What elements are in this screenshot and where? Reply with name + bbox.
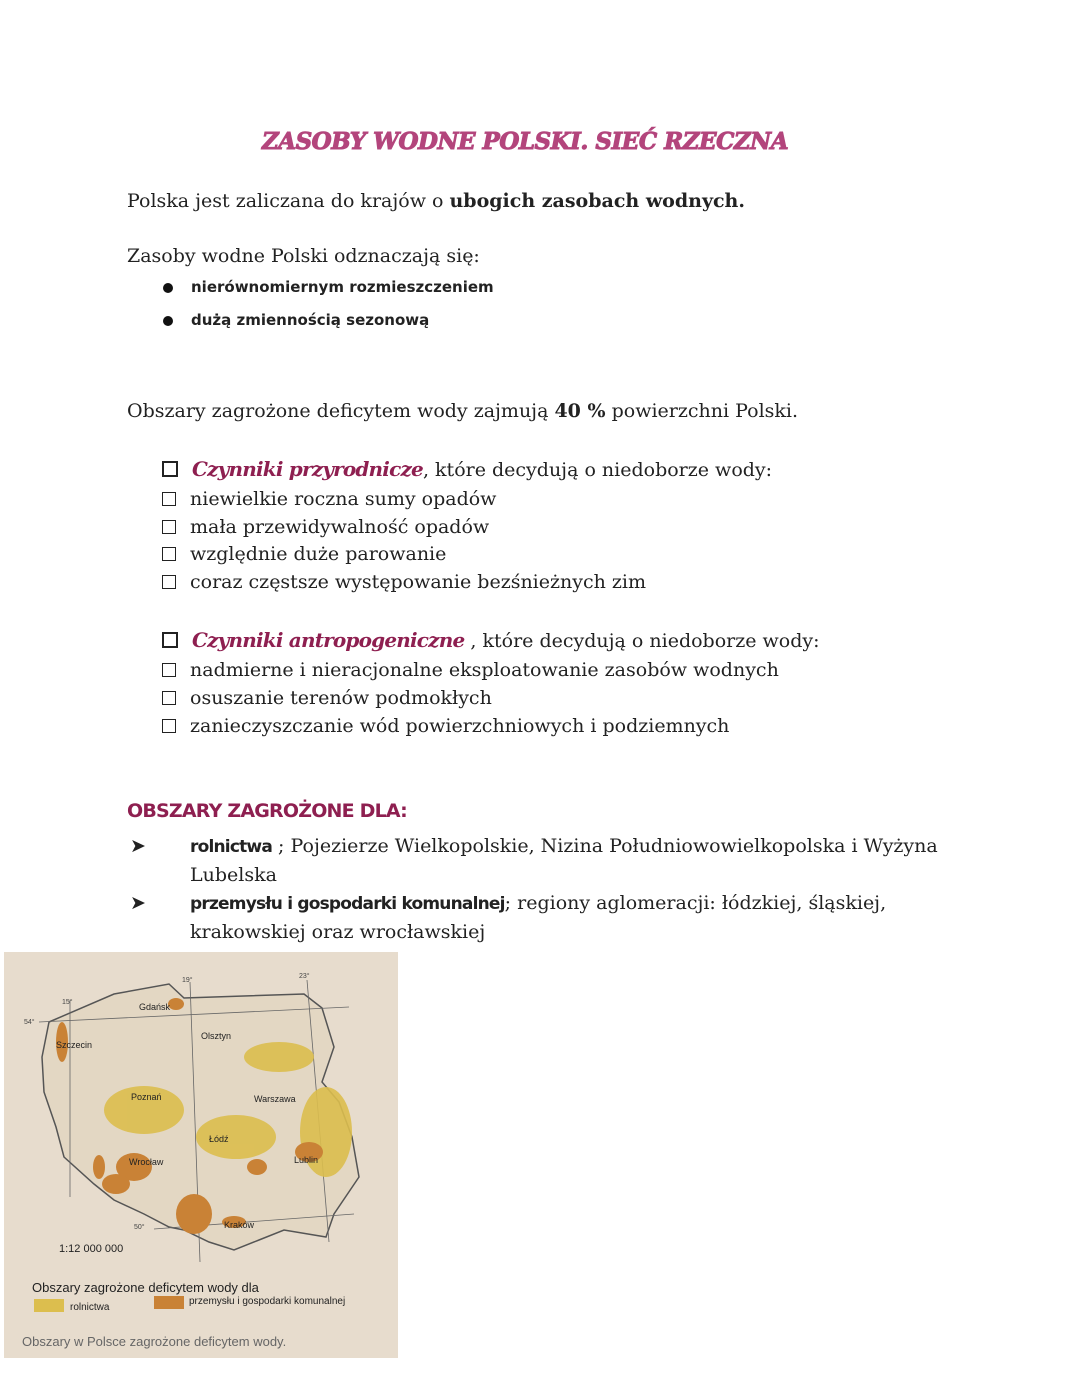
map-caption: Obszary w Polsce zagrożone deficytem wody. <box>22 1334 287 1349</box>
legend-label: rolnictwa <box>70 1302 110 1313</box>
grid-label: 54° <box>24 1019 35 1026</box>
city-label: Wrocław <box>129 1157 164 1167</box>
threat-item <box>130 832 990 889</box>
anthro-heading <box>162 628 820 653</box>
grid-label: 23° <box>299 973 310 980</box>
city-label: Poznań <box>131 1092 162 1102</box>
anthro-heading-label: Czynniki antropogeniczne <box>192 628 465 652</box>
legend-title: Obszary zagrożone deficytem wody dla <box>32 1280 259 1295</box>
list-item-text: nierównomiernym rozmieszczeniem <box>191 278 494 296</box>
list-item <box>162 487 496 511</box>
list-item-text: nadmierne i nieracjonalne eksploatowanie zasobów wodnych <box>190 659 779 681</box>
checkbox-icon <box>162 663 176 677</box>
bullet-icon <box>163 283 173 293</box>
list-item-text: względnie duże parowanie <box>190 543 447 565</box>
checkbox-icon <box>162 632 178 648</box>
threat-sep: ; <box>272 835 291 857</box>
list-item <box>162 542 446 566</box>
city-label: Szczecin <box>56 1040 93 1050</box>
threat-text: Pojezierze Wielkopolskie, Nizina Południowowielkopolska i Wyżyna Lubelska <box>190 835 938 886</box>
legend-swatch-agriculture <box>34 1299 64 1312</box>
city-label: Lublin <box>294 1155 319 1165</box>
heading-suffix: , które decydują o niedoborze wody: <box>464 630 820 652</box>
deficit-paragraph <box>127 399 798 423</box>
list-item <box>162 686 492 710</box>
grid-label: 15° <box>62 999 73 1006</box>
list-item <box>163 276 494 298</box>
intro-text: Polska jest zaliczana do krajów o <box>127 190 450 212</box>
city-label: Łódź <box>209 1134 229 1144</box>
threat-key: rolnictwa <box>190 837 273 857</box>
list-item-text: coraz częstsze występowanie bezśnieżnych zim <box>190 571 647 593</box>
checkbox-icon <box>162 520 176 534</box>
checkbox-icon <box>162 461 178 477</box>
heading-suffix: , które decydują o niedoborze wody: <box>422 459 773 481</box>
list-item-text: zanieczyszczanie wód powierzchniowych i podziemnych <box>190 715 730 737</box>
page-title: ZASOBY WODNE POLSKI. SIEĆ RZECZNA <box>261 128 789 155</box>
threat-key: przemysłu i gospodarki komunalnej <box>190 894 505 914</box>
list-item-text: dużą zmiennością sezonową <box>191 311 430 329</box>
grid-label: 19° <box>182 977 193 984</box>
features-lead: Zasoby wodne Polski odznaczają się: <box>127 245 480 267</box>
arrow-icon: ➤ <box>130 892 146 914</box>
water-deficit-map <box>4 952 398 1358</box>
list-item <box>162 515 489 539</box>
threat-item <box>130 889 990 946</box>
map-scale: 1:12 000 000 <box>59 1243 124 1255</box>
checkbox-icon <box>162 547 176 561</box>
bullet-icon <box>163 316 173 326</box>
legend-swatch-industry <box>154 1296 184 1309</box>
list-item <box>162 714 729 738</box>
list-item-text: mała przewidywalność opadów <box>190 516 490 538</box>
grid-label: 50° <box>134 1224 145 1231</box>
city-label: Kraków <box>224 1220 255 1230</box>
list-item-text: osuszanie terenów podmokłych <box>190 687 492 709</box>
natural-heading <box>162 457 772 482</box>
natural-heading-label: Czynniki przyrodnicze <box>192 457 423 481</box>
list-item <box>163 309 429 331</box>
list-item <box>162 570 646 594</box>
city-label: Olsztyn <box>201 1031 232 1041</box>
threat-sep: ; <box>504 892 518 914</box>
city-label: Gdańsk <box>139 1002 171 1012</box>
arrow-icon: ➤ <box>130 835 146 857</box>
threat-heading: OBSZARY ZAGROŻONE DLA: <box>127 800 407 822</box>
list-item <box>162 658 779 682</box>
checkbox-icon <box>162 691 176 705</box>
list-item-text: niewielkie roczna sumy opadów <box>190 488 497 510</box>
checkbox-icon <box>162 492 176 506</box>
city-label: Warszawa <box>254 1094 296 1104</box>
legend-label: przemysłu i gospodarki komunalnej <box>189 1296 346 1307</box>
checkbox-icon <box>162 575 176 589</box>
checkbox-icon <box>162 719 176 733</box>
deficit-text: powierzchni Polski. <box>605 400 799 422</box>
threat-text: regiony aglomeracji: łódzkiej, śląskiej, krakowskiej oraz wrocławskiej <box>190 892 887 943</box>
deficit-value: 40 % <box>554 400 606 422</box>
intro-paragraph <box>127 189 745 213</box>
deficit-text: Obszary zagrożone deficytem wody zajmują <box>127 400 555 422</box>
intro-bold: ubogich zasobach wodnych. <box>449 190 745 212</box>
